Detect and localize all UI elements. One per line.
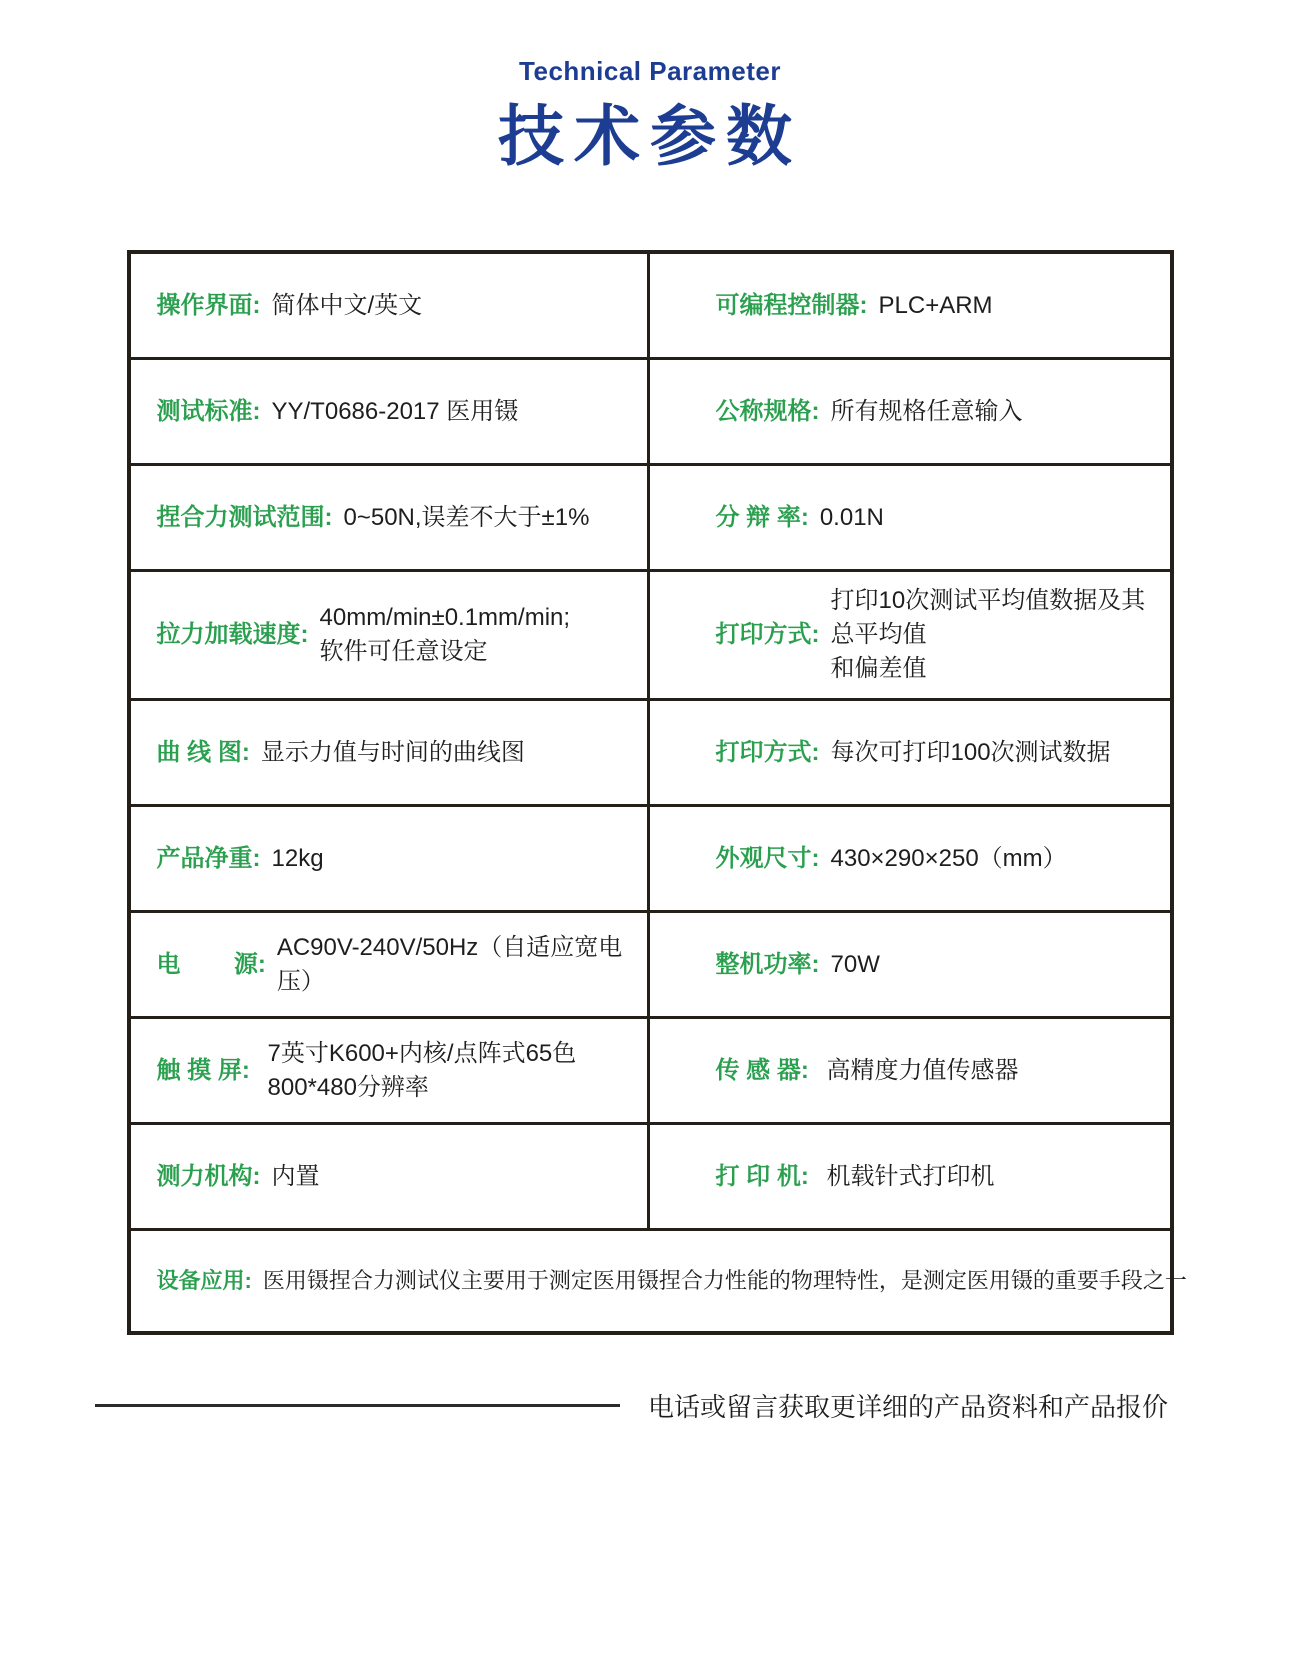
- footer-note: 电话或留言获取更详细的产品资料和产品报价: [648, 1392, 1169, 1422]
- cell-print-mode-avg: [650, 572, 1170, 698]
- cell-nominal-spec: [650, 360, 1170, 463]
- spec-value: 12kg: [271, 844, 324, 872]
- table-row: [131, 804, 1170, 910]
- spec-value: 高精度力值传感器: [826, 1056, 1019, 1084]
- cell-power-supply: [131, 913, 650, 1016]
- cell-operation-interface: [131, 254, 650, 357]
- spec-value: 简体中文/英文: [271, 291, 423, 319]
- spec-value: 每次可打印100次测试数据: [830, 738, 1111, 766]
- spec-value: 40mm/min±0.1mm/min;: [319, 604, 571, 631]
- cell-net-weight: [131, 807, 650, 910]
- spec-label: 打印方式:: [715, 621, 820, 648]
- spec-label: 外观尺寸:: [715, 844, 820, 872]
- spec-label: 整机功率:: [715, 950, 820, 978]
- table-row: [131, 569, 1170, 698]
- spec-value-line2: 软件可任意设定: [319, 638, 488, 665]
- spec-label: 操作界面:: [156, 291, 261, 319]
- page-footer: [95, 1387, 1215, 1424]
- cell-sensor: [650, 1019, 1170, 1122]
- spec-label: 触 摸 屏:: [156, 1056, 257, 1084]
- spec-label: 电 源:: [156, 950, 266, 978]
- cell-loading-speed: [131, 572, 650, 698]
- cell-touch-screen: [131, 1019, 650, 1122]
- spec-label: 打印方式:: [715, 738, 820, 766]
- spec-value: 0.01N: [819, 503, 884, 531]
- spec-table: [127, 250, 1187, 1335]
- table-row: [131, 910, 1170, 1016]
- spec-label: 可编程控制器:: [715, 291, 868, 319]
- spec-label: 公称规格:: [715, 397, 820, 425]
- cell-curve-graph: [131, 701, 650, 804]
- spec-label: 测试标准:: [156, 397, 261, 425]
- spec-label: 曲 线 图:: [156, 738, 250, 766]
- spec-value: 70W: [830, 950, 880, 978]
- table-row: [131, 357, 1170, 463]
- spec-label: 测力机构:: [156, 1162, 261, 1190]
- spec-value: 医用镊捏合力测试仪主要用于测定医用镊捏合力性能的物理特性，是测定医用镊的重要手段之一: [262, 1268, 1187, 1293]
- spec-value: 7英寸K600+内核/点阵式65色: [267, 1039, 577, 1067]
- cell-resolution: [650, 466, 1170, 569]
- table-row: [131, 1016, 1170, 1122]
- cell-printer: [650, 1125, 1170, 1228]
- spec-value: 所有规格任意输入: [830, 397, 1023, 425]
- spec-label: 传 感 器:: [715, 1056, 816, 1084]
- spec-value: AC90V-240V/50Hz（自适应宽电压）: [276, 933, 623, 995]
- spec-label: 设备应用:: [156, 1268, 252, 1293]
- spec-value: 内置: [271, 1162, 320, 1190]
- table-row-device-application: [131, 1228, 1187, 1331]
- spec-label: 打 印 机:: [715, 1162, 816, 1190]
- cell-dimensions: [650, 807, 1170, 910]
- page-title: 技术参数: [498, 99, 802, 173]
- table-row: [131, 698, 1170, 804]
- cell-plc-controller: [650, 254, 1170, 357]
- cell-print-mode-count: [650, 701, 1170, 804]
- spec-value: 显示力值与时间的曲线图: [260, 738, 525, 766]
- spec-label: 分 辩 率:: [715, 503, 809, 531]
- cell-force-range: [131, 466, 650, 569]
- cell-test-standard: [131, 360, 650, 463]
- cell-force-mechanism: [131, 1125, 650, 1228]
- spec-value: YY/T0686-2017 医用镊: [271, 397, 519, 425]
- spec-label: 产品净重:: [156, 844, 261, 872]
- spec-value: PLC+ARM: [878, 291, 993, 319]
- table-row: [131, 254, 1170, 357]
- spec-value-line2: 800*480分辨率: [267, 1073, 429, 1101]
- cell-total-power: [650, 913, 1170, 1016]
- cell-device-application: [131, 1231, 1187, 1331]
- spec-value: 机载针式打印机: [826, 1162, 995, 1190]
- spec-value-line2: 和偏差值: [830, 655, 927, 682]
- spec-label: 拉力加载速度:: [156, 621, 309, 648]
- spec-value: 430×290×250（mm）: [830, 844, 1067, 872]
- spec-value: 打印10次测试平均值数据及其总平均值: [830, 587, 1146, 648]
- spec-label: 捏合力测试范围:: [156, 503, 333, 531]
- page-header: [0, 0, 1300, 178]
- footer-divider-line: [95, 1404, 620, 1407]
- table-row: [131, 1122, 1170, 1228]
- spec-value: 0~50N,误差不大于±1%: [343, 503, 590, 531]
- header-subtitle-en: Technical Parameter: [519, 56, 781, 86]
- table-row: [131, 463, 1170, 569]
